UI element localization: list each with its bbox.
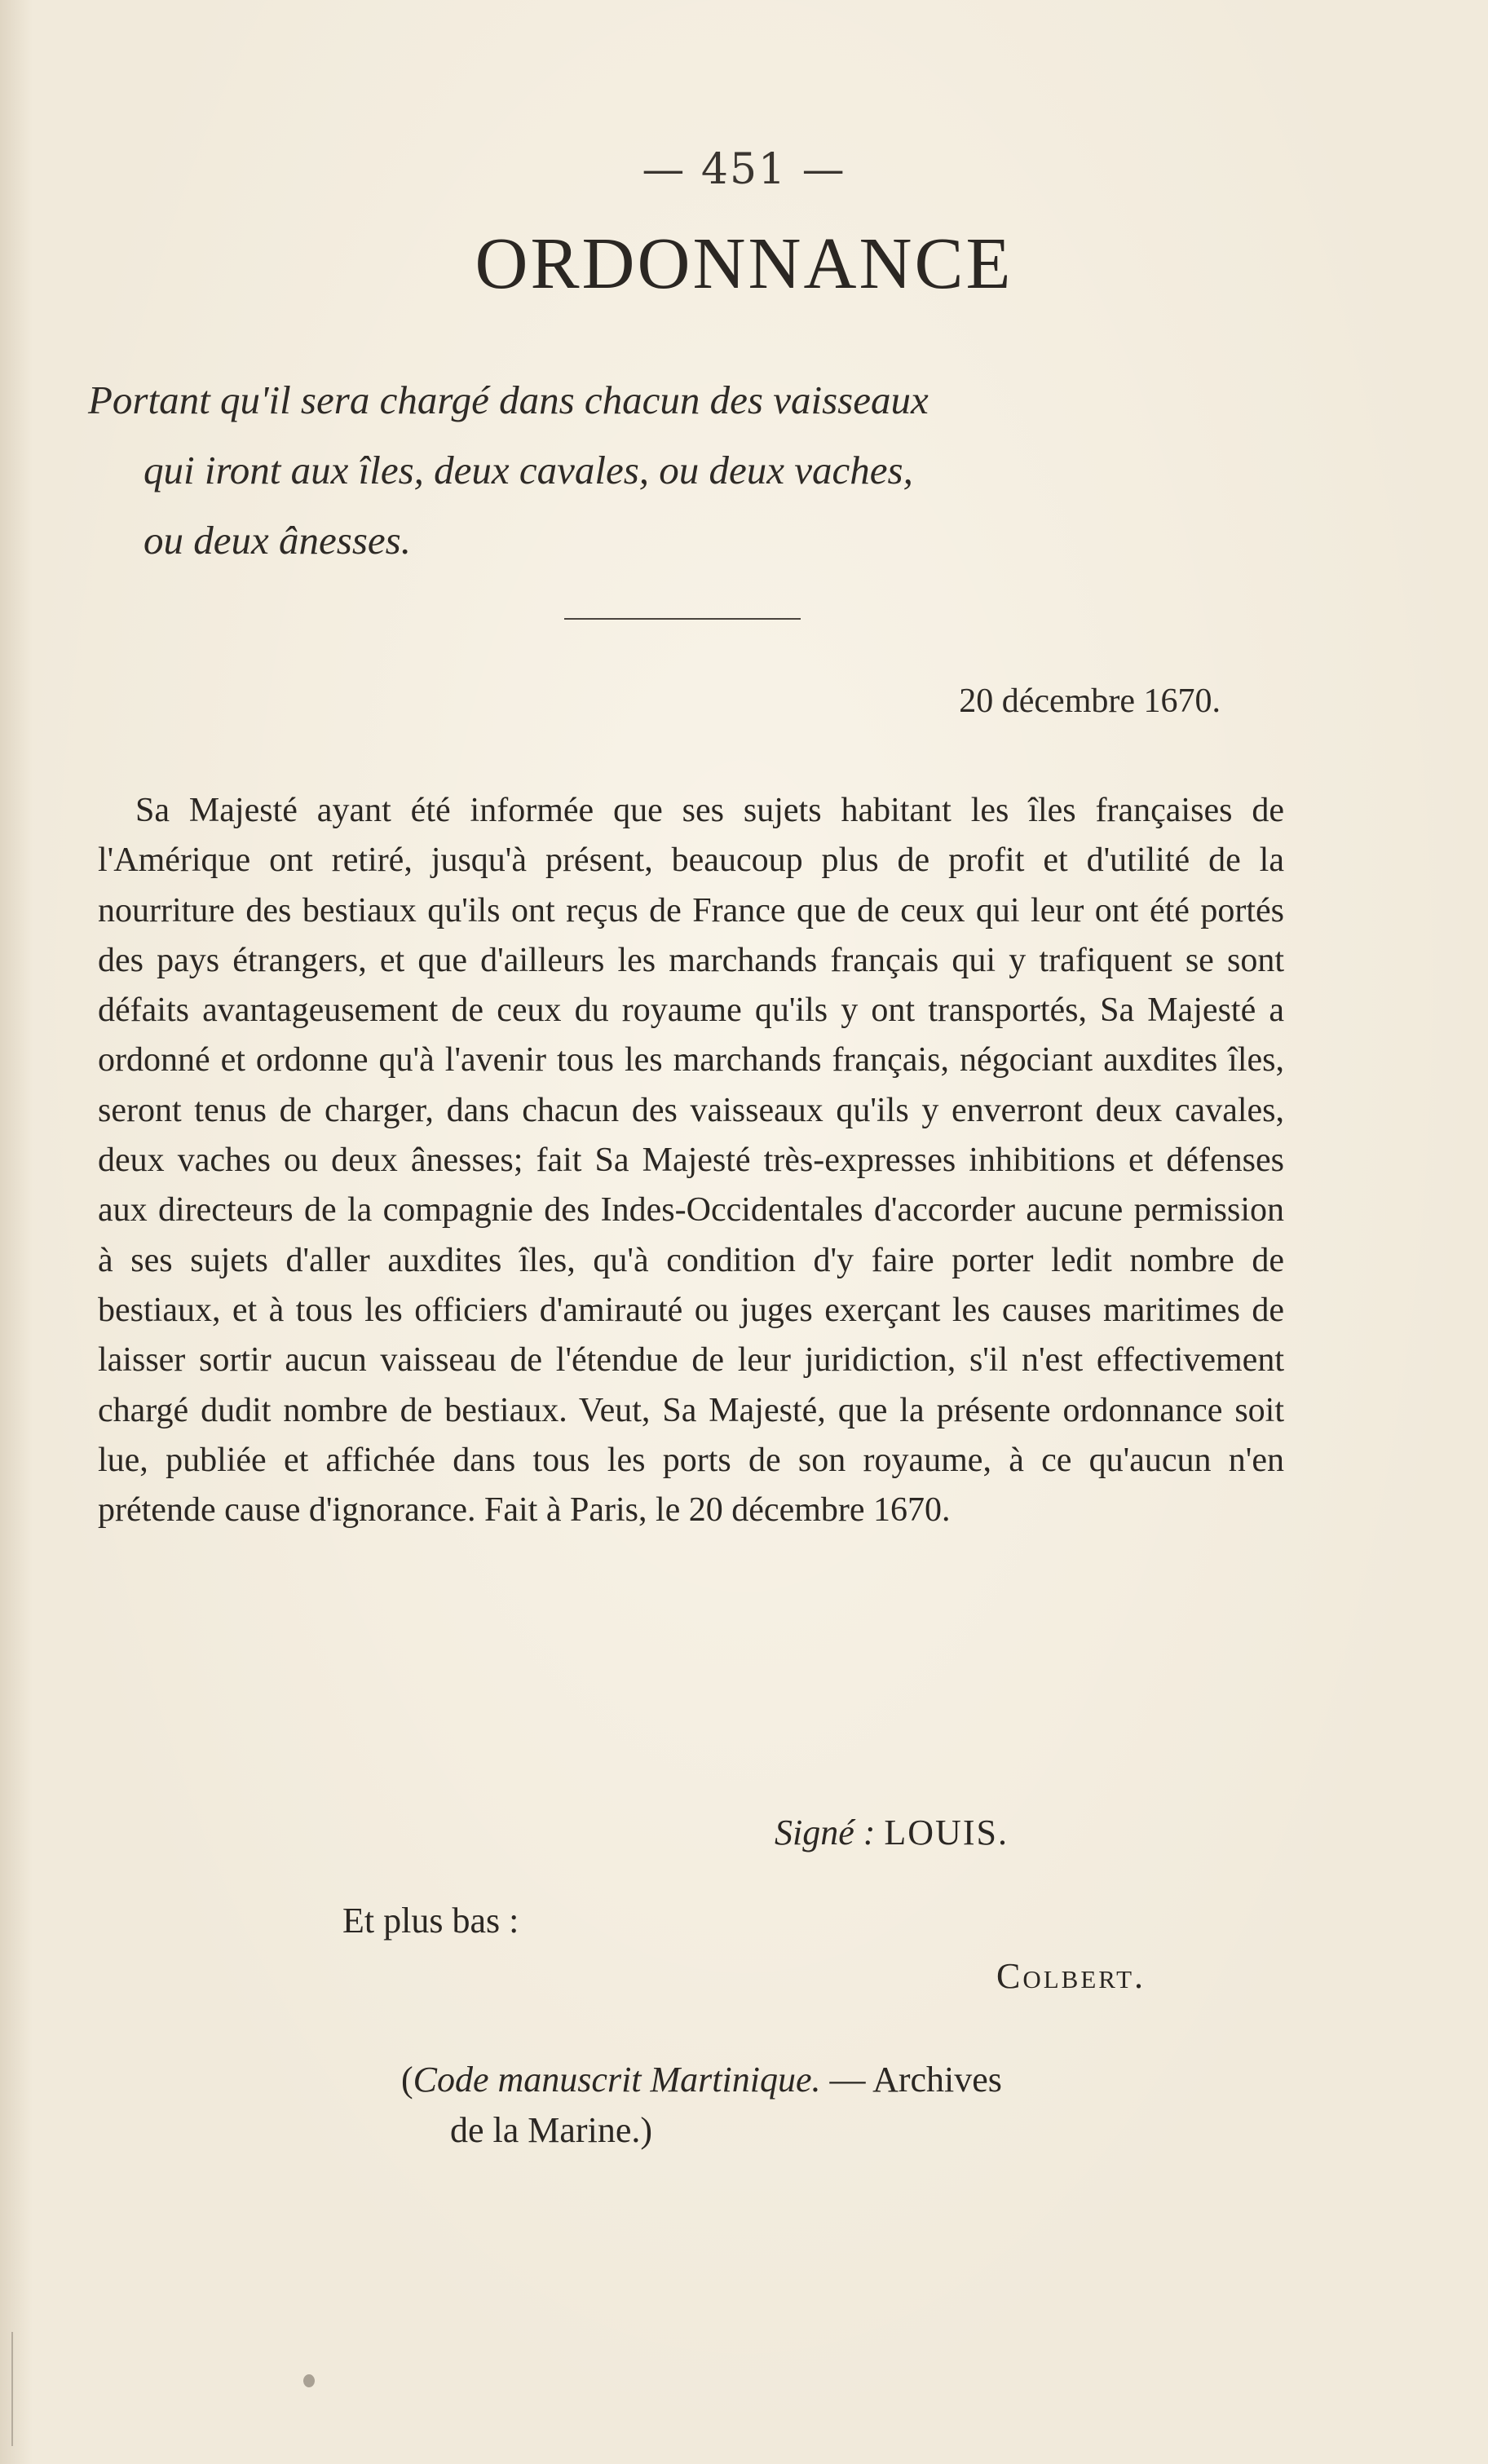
subtitle-line-2: qui iront aux îles, deux cavales, ou deux vaches,: [144, 448, 913, 492]
source-open-paren: (: [401, 2060, 413, 2100]
page-title: ORDONNANCE: [475, 223, 1013, 304]
body-paragraph: [98, 786, 1284, 1535]
ink-spot: [303, 2374, 315, 2387]
source-line-1: [401, 2055, 1216, 2105]
source-title: Code manuscrit Martinique.: [413, 2060, 821, 2100]
page-edge-mark: [11, 2332, 13, 2446]
source-archive: — Archives: [820, 2060, 1002, 2100]
signature-name: LOUIS.: [884, 1813, 1009, 1852]
signature-label: Signé :: [775, 1813, 876, 1852]
signature-line: [775, 1812, 1009, 1853]
et-plus-bas-label: Et plus bas :: [342, 1901, 519, 1941]
page-number: — 451 —: [642, 145, 846, 194]
subtitle-line-3: ou deux ânesses.: [144, 518, 411, 563]
ordinance-date: 20 décembre 1670.: [959, 682, 1221, 720]
subtitle-line-1: Portant qu'il sera chargé dans chacun des vaisseaux: [88, 378, 929, 422]
body-text: Sa Majesté ayant été informée que ses sujets habitant les îles françaises de l'Amérique ont retiré, jusqu'à présent, beaucoup plus de profit et d'utilité de la nourriture des bestiaux qu'ils ont reçus de France que de ceux qui leur ont été portés des pays étrangers, et que d'ailleurs les marchands français qui y trafiquent se sont défaits avantageusement de ceux du royaume qu'ils y ont transportés, Sa Majesté a ordonné et ordonne qu'à l'avenir tous les marchands français, négociant auxdites îles, seront tenus de charger, dans chacun des vaisseaux qu'ils y enverront deux cavales, deux vaches ou deux ânesses; fait Sa Majesté très-expresses inhibitions et défenses aux directeurs de la compagnie des Indes-Occidentales d'accorder aucune permission à ses sujets d'aller auxdites îles, qu'à condition d'y faire porter ledit nombre de bestiaux, et à tous les officiers d'amirauté ou juges exerçant les causes maritimes de laisser sortir aucun vaisseau de l'étendue de leur juridiction, s'il n'est effectivement chargé dudit nombre de bestiaux. Veut, Sa Majesté, que la présente ordonnance soit lue, publiée et affichée dans tous les ports de son royaume, à ce qu'aucun n'en prétende cause d'ignorance. Fait à Paris, le 20 décembre 1670.: [98, 792, 1284, 1530]
subtitle: [88, 365, 1295, 576]
section-divider: [564, 618, 801, 620]
source-line-2: de la Marine.): [450, 2110, 652, 2150]
source-citation: [401, 2055, 1216, 2156]
countersignature: Colbert.: [996, 1956, 1146, 1996]
